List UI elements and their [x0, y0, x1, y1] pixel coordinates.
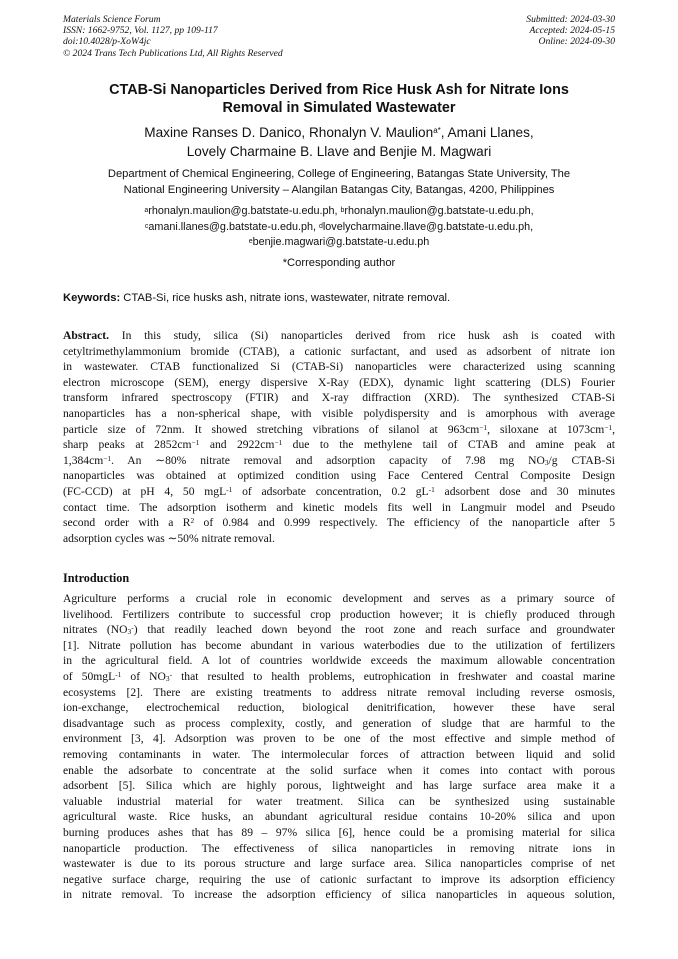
- author-emails: [63, 204, 615, 251]
- author-list: [63, 124, 615, 161]
- abstract-line: $1,384cm^{-1}$. An ∼80% nitrate removal and adsorption capacity of 7.98 mg $NO_3/g$ CTAB-Si: [63, 453, 615, 467]
- keywords: [63, 291, 615, 306]
- email-line: $^a$rhonalyn.maulion@g.batstate-u.edu.ph, $^b$rhonalyn.maulion@g.batstate-u.edu.ph,: [144, 205, 534, 217]
- intro-line: ecosystems [2]. There are existing treatments to address nitrate removal including reverse osmosis,: [63, 685, 615, 699]
- keywords-label: Keywords:: [63, 292, 121, 304]
- abstract-line: second order with a $R^2$ of 0.984 and 0.999 respectively. The efficiency of the nanoparticle after 5: [63, 516, 615, 530]
- publication-dates: [526, 14, 615, 48]
- intro-line: agricultural waste. Rice husks, an abundant agricultural residue contains 10-20% silica and upon: [63, 810, 615, 824]
- email-line: $^e$benjie.magwari@g.batstate-u.edu.ph: [248, 236, 430, 249]
- intro-line: burning produces ashes that has 89 – 97% silica [6], hence could be a promising material for silica: [63, 825, 615, 839]
- abstract-line: transform infrared spectroscopy (FTIR) and X-ray diffraction (XRD). The synthesized CTAB-Si: [63, 391, 615, 405]
- abstract-line: adsorption cycles was ∼50% nitrate removal.: [63, 531, 275, 545]
- title-line: Removal in Simulated Wastewater: [222, 100, 456, 116]
- abstract-line: (FC-CCD) at pH 4, 50 mgL$^{-1}$ of adsorbate concentration, 0.2 $gL^{-1}$ adsorbent dose and 30 minutes: [63, 484, 615, 498]
- abstract-line: Abstract. In this study, silica (Si) nanoparticles derived from rice husk ash is coated with: [63, 329, 615, 342]
- section-heading: Introduction: [63, 571, 130, 585]
- intro-line: enable the adsorbate to concentrate at the solid surface when it comes into contact with porous: [63, 763, 615, 777]
- intro-line: nanoparticle production. The effectiveness of silica nanoparticles in removing nitrate ions in: [63, 841, 615, 855]
- abstract-line: in wastewater. CTAB functionalized Si (CTAB-Si) nanoparticles were characterized using scanning: [63, 360, 615, 374]
- copyright: © 2024 Trans Tech Publications Ltd, All Rights Reserved: [63, 47, 283, 59]
- intro-line: negative surface charge, requiring the use of cationic surfactant to improve its adsorption efficiency: [63, 872, 615, 886]
- intro-line: removing contaminants in water. The intermolecular forces of attraction between liquid and solid: [63, 747, 615, 761]
- intro-line: livelihood. Fertilizers contribute to successful crop production however; it is chiefly produced through: [63, 607, 615, 621]
- title-line: CTAB-Si Nanoparticles Derived from Rice Husk Ash for Nitrate Ions: [109, 82, 569, 98]
- author-line: Maxine Ranses D. Danico, Rhonalyn V. Maulion$^{a*}$, Amani Llanes,: [144, 125, 534, 140]
- intro-line: wastewater is due to its porous structure and large surface area. Silica nanoparticles comprise of net: [63, 857, 615, 871]
- issn: ISSN: 1662-9752, Vol. 1127, pp 109-117: [63, 25, 218, 37]
- abstract-line: nanoparticles was obtained at optimized condition using Face Centered Central Composite Design: [63, 469, 615, 483]
- intro-line: valuable industrial material for water treatment. Silica can be synthesized using sustainable: [63, 794, 615, 808]
- intro-line: [1]. Nitrate pollution has become abundant in various waterbodies due to the utilization of fertilizers: [63, 638, 615, 652]
- intro-line: in the agricultural field. A lot of countries worldwide exceeds the maximum allowable concentration: [63, 654, 615, 668]
- abstract-line: particle size of 72nm. It showed stretching vibrations of silanol at $963cm^{-1}$, siloxane at $1073cm^{-1}$,: [63, 422, 615, 436]
- intro-line: nitrates $(NO_3^-)$ that readily leached down beyond the root zone and reach surface and groundwater: [63, 623, 615, 637]
- intro-line: disadvantage such as process complexity, costly, and generation of sludge that are harmful to the: [63, 716, 615, 730]
- intro-line: of 50mgL$^{-1}$ of $NO_3^-$ that resulted to health problems, eutrophication in freshwater and coastal marine: [63, 669, 615, 683]
- affiliation: [63, 166, 615, 198]
- abstract: [63, 328, 615, 546]
- intro-line: ion-exchange, electrochemical reduction, biological denitrification, however these have seral: [63, 701, 615, 715]
- paper-title: [63, 81, 615, 117]
- abstract-line: contact time. The adsorption isotherm and kinetic models fits well in Langmuir model and Pseudo: [63, 500, 615, 514]
- abstract-line: sharp peaks at $2852cm^{-1}$ and $2922cm^{-1}$ due to the methylene tail of CTAB and amine peak at: [63, 438, 615, 452]
- affiliation-line: Department of Chemical Engineering, College of Engineering, Batangas State University, The: [107, 168, 571, 180]
- accepted-date: Accepted: 2024-05-15: [529, 25, 615, 37]
- submitted-date: Submitted: 2024-03-30: [526, 14, 615, 25]
- journal-name: Materials Science Forum: [63, 14, 161, 25]
- intro-line: Agriculture performs a crucial role in economic development and serves as a primary source of: [63, 592, 615, 605]
- publication-info: [63, 14, 283, 59]
- abstract-line: nanoparticles has a non-spherical shape, with visible polydispersity and is amorphous with average: [63, 406, 615, 420]
- online-date: Online: 2024-09-30: [538, 36, 615, 48]
- intro-line: adsorbent [5]. Silica which are highly porous, lightweight and has large surface area make it a: [63, 779, 615, 793]
- introduction-body: [63, 591, 615, 903]
- keywords-text: CTAB-Si, rice husks ash, nitrate ions, wastewater, nitrate removal.: [120, 292, 451, 304]
- email-line: $^c$amani.llanes@g.batstate-u.edu.ph, $^d$lovelycharmaine.llave@g.batstate-u.edu.ph,: [144, 220, 534, 233]
- affiliation-line: National Engineering University – Alangilan Batangas City, Batangas, 4200, Philippines: [123, 184, 555, 196]
- doi: doi:10.4028/p-XoW4jc: [63, 36, 151, 48]
- abstract-line: cetyltrimethylammonium bromide (CTAB), a cationic surfactant, and used as adsorbent of nitrate ion: [63, 344, 615, 358]
- abstract-line: electron microscope (SEM), energy dispersive X-Ray (EDX), dynamic light scattering (DLS) Fourier: [63, 375, 615, 389]
- intro-line: in nitrate removal. To increase the adsorption efficiency of silica nanoparticles in aqueous solution,: [63, 888, 615, 902]
- intro-line: environment [3, 4]. Adsorption was proven to be one of the most effective and simple method of: [63, 732, 615, 746]
- author-line: Lovely Charmaine B. Llave and Benjie M. Magwari: [186, 143, 492, 159]
- corresponding-author-note: *Corresponding author: [282, 257, 396, 269]
- journal-header: [63, 14, 615, 64]
